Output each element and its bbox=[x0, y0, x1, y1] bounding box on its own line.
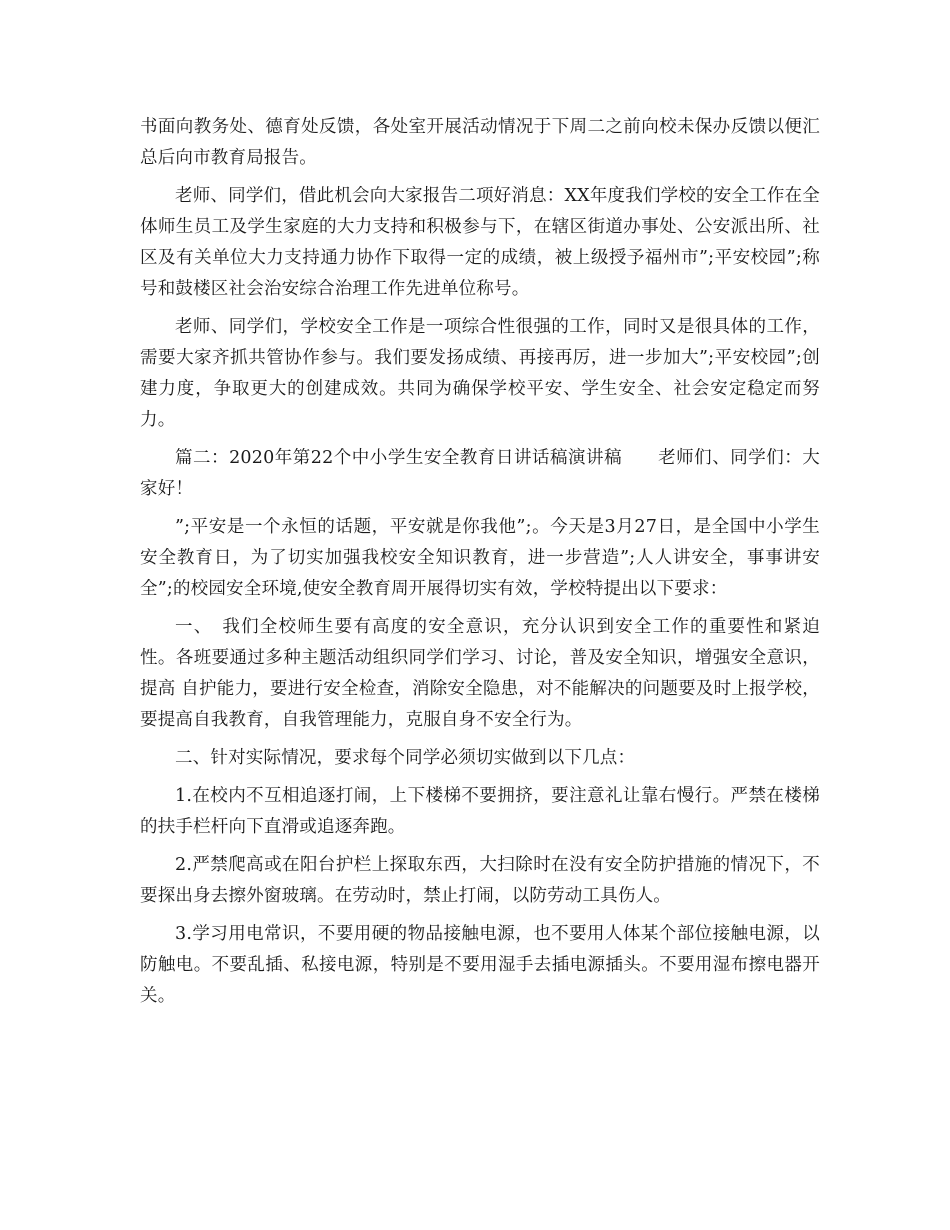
paragraph-9: 2.严禁爬高或在阳台护栏上探取东西，大扫除时在没有安全防护措施的情况下，不要探出身去擦外窗玻璃。在劳动时，禁止打闹，以防劳动工具伤人。 bbox=[140, 855, 820, 906]
paragraph-6: 一、 我们全校师生要有高度的安全意识，充分认识到安全工作的重要性和紧迫性。各班要通过多种主题活动组织同学们学习、讨论，普及安全知识，增强安全意识，提高 自护能力，要进行安全检查，消除安全隐患，对不能解决的问题要及时上报学校，要提高自我教育，自我管理能力，克服自身不安全行为。 bbox=[140, 617, 820, 730]
paragraph-7: 二、针对实际情况，要求每个同学必须切实做到以下几点： bbox=[175, 748, 636, 768]
paragraph-8: 1.在校内不互相追逐打闹，上下楼梯不要拥挤，要注意礼让靠右慢行。严禁在楼梯的扶手栏杆向下直滑或追逐奔跑。 bbox=[140, 786, 820, 837]
paragraph-3: 老师、同学们，学校安全工作是一项综合性很强的工作，同时又是很具体的工作，需要大家齐抓共管协作参与。我们要发扬成绩、再接再厉，进一步加大”;平安校园”;创建力度，争取更大的创建成效。共同为确保学校平安、学生安全、社会安定稳定而努力。 bbox=[140, 317, 820, 430]
paragraph-2: 老师、同学们，借此机会向大家报告二项好消息：XX年度我们学校的安全工作在全体师生员工及学生家庭的大力支持和积极参与下，在辖区街道办事处、公安派出所、社区及有关单位大力支持通力协作下取得一定的成绩，被上级授予福州市”;平安校园”;称号和鼓楼区社会治安综合治理工作先进单位称号。 bbox=[140, 186, 820, 299]
paragraph-1: 书面向教务处、德育处反馈，各处室开展活动情况于下周二之前向校未保办反馈以便汇总后向市教育局报告。 bbox=[140, 117, 820, 168]
paragraph-4: 篇二：2020年第22个中小学生安全教育日讲话稿演讲稿 老师们、同学们：大家好！ bbox=[140, 448, 820, 499]
document-body bbox=[140, 112, 820, 1019]
paragraph-5: ”;平安是一个永恒的话题，平安就是你我他”;。今天是3月27日，是全国中小学生安全教育日，为了切实加强我校安全知识教育，进一步营造”;人人讲安全，事事讲安全”;的校园安全环境,使安全教育周开展得切实有效，学校特提出以下要求： bbox=[140, 517, 820, 599]
paragraph-10: 3.学习用电常识，不要用硬的物品接触电源，也不要用人体某个部位接触电源，以防触电。不要乱插、私接电源，特别是不要用湿手去插电源插头。不要用湿布擦电器开关。 bbox=[140, 924, 820, 1006]
